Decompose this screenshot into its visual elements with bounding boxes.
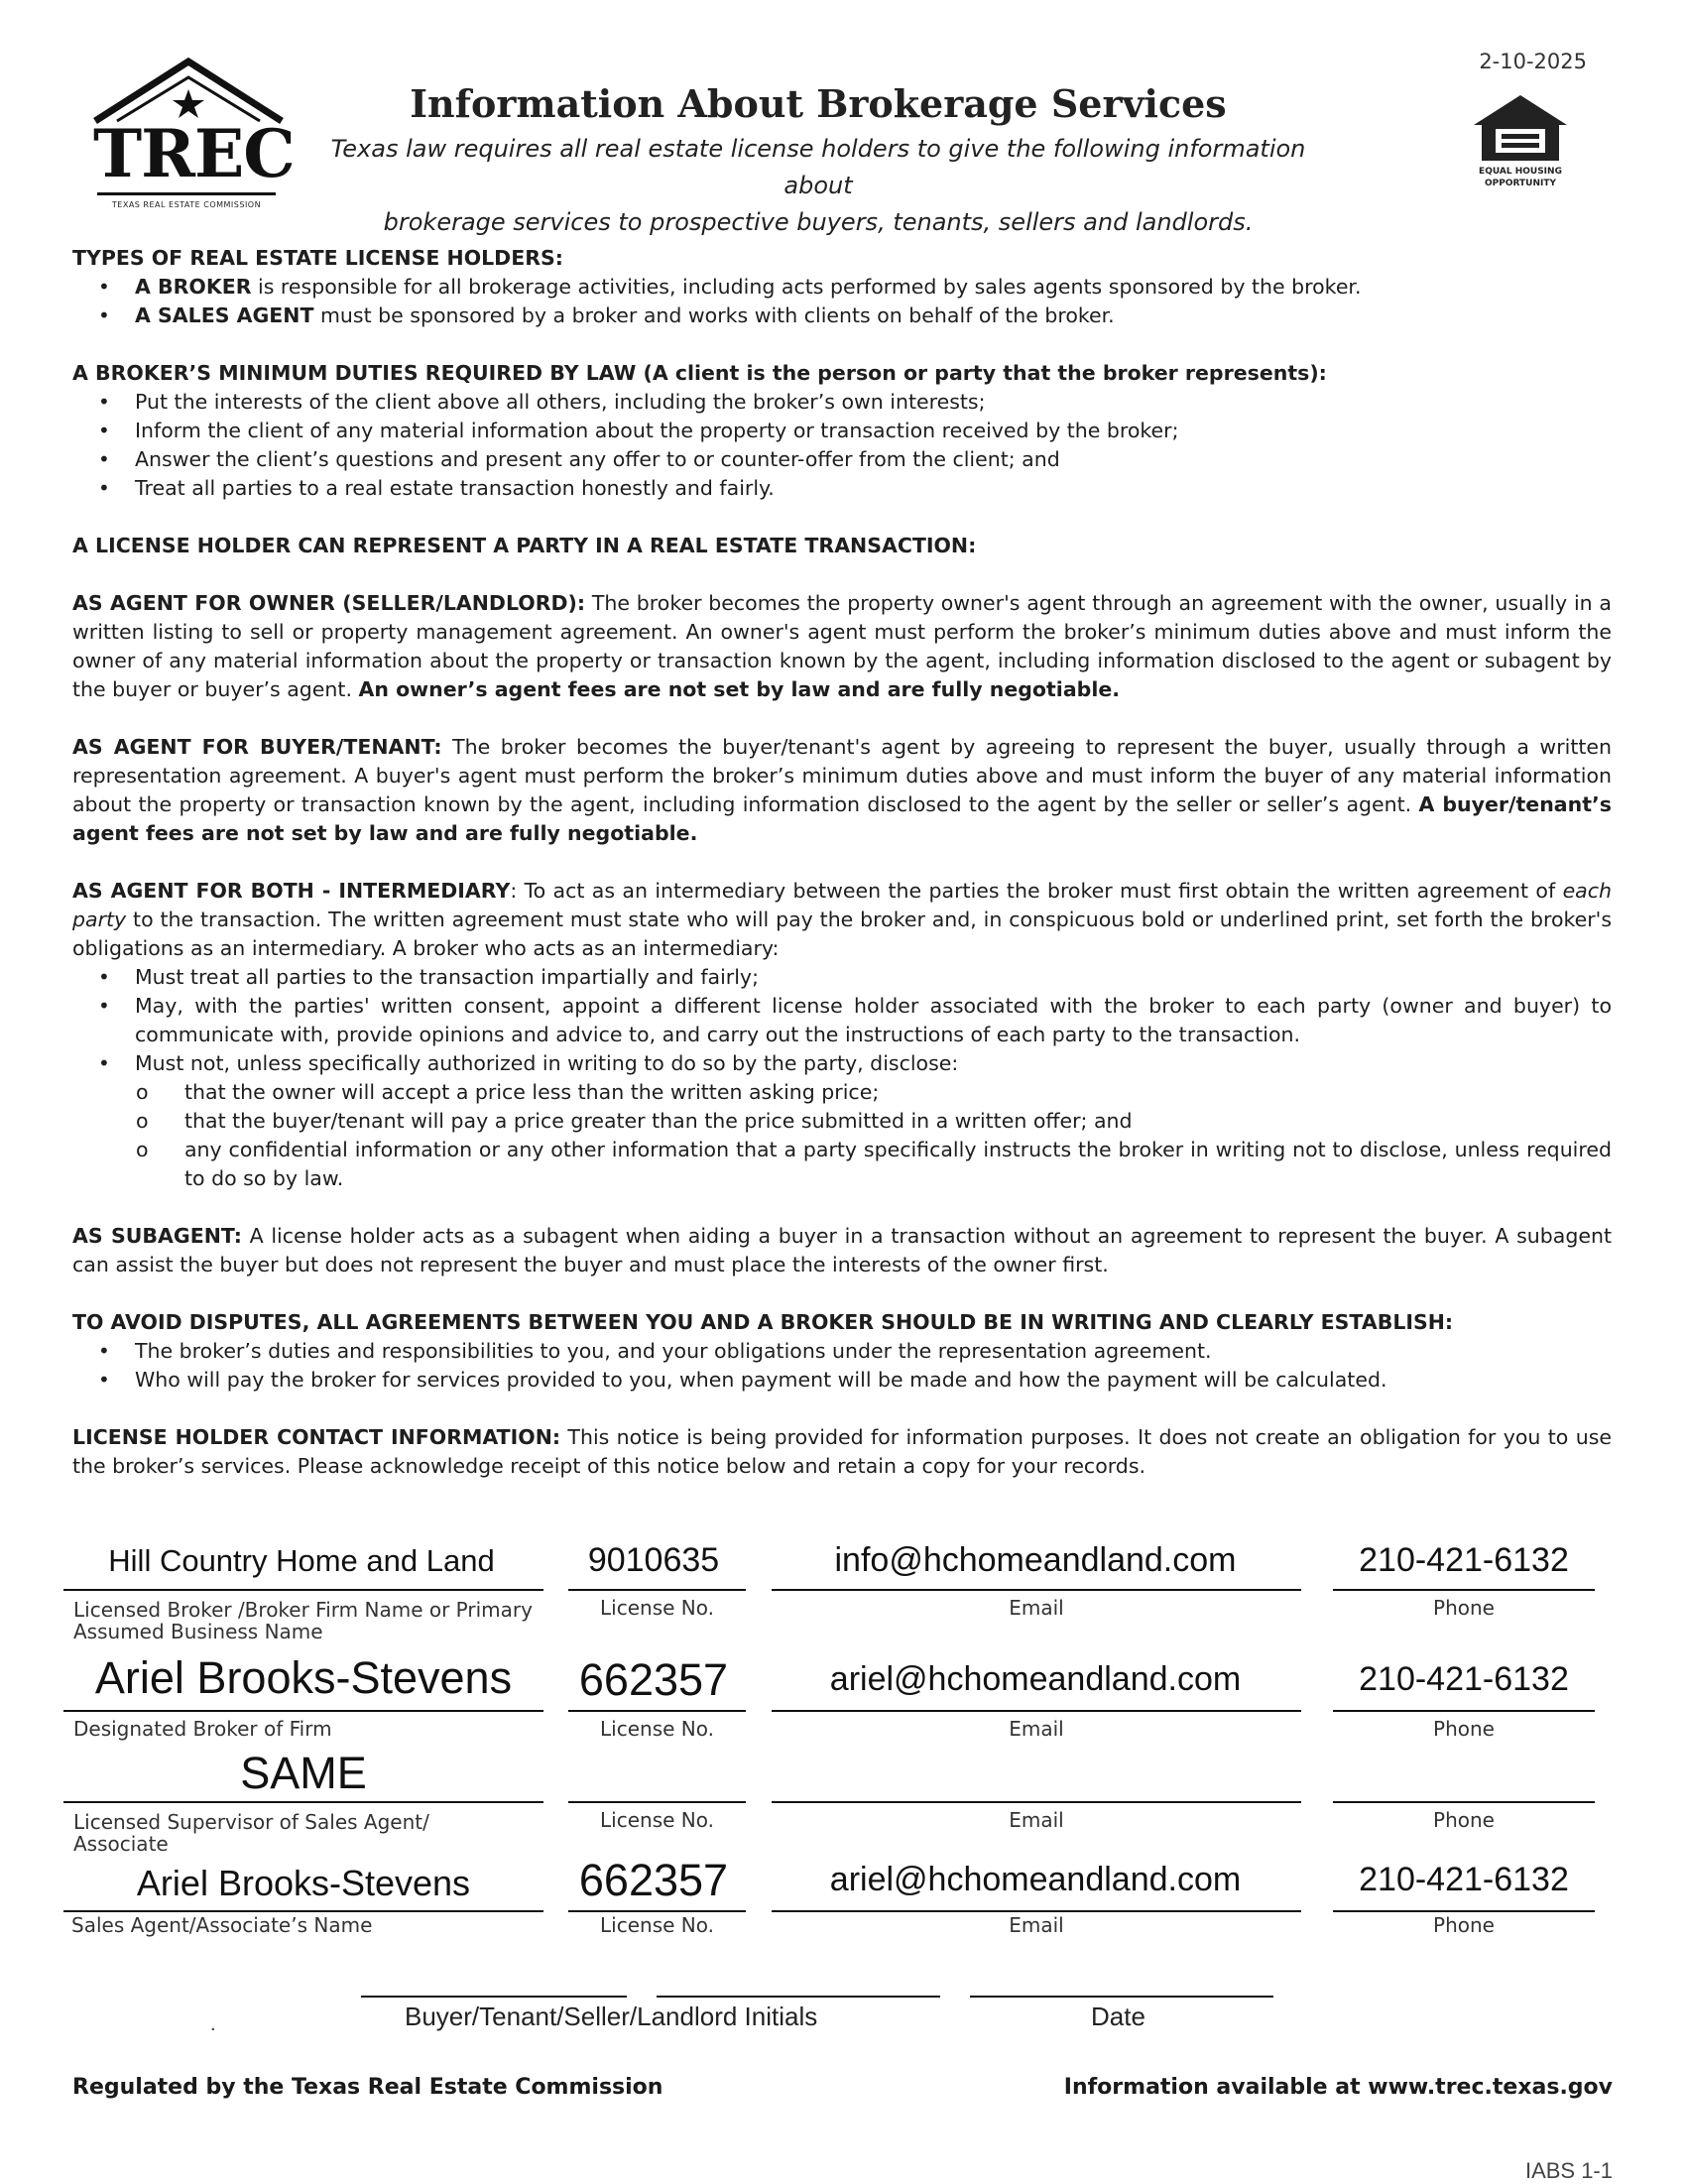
designated-broker-email: ariel@hchomeandland.com [829, 1660, 1242, 1698]
logo-rule [97, 192, 276, 195]
logo-subtext: TEXAS REAL ESTATE COMMISSION [111, 200, 262, 209]
footer-website: Information available at www.trec.texas.gov [1063, 2075, 1613, 2100]
initials-label: Buyer/Tenant/Seller/Landlord Initials [405, 2002, 818, 2031]
supervisor-license-line [568, 1801, 746, 1803]
sub-marker: o [136, 1109, 149, 1133]
sales-agent-line [63, 1910, 543, 1912]
sales-agent-email: ariel@hchomeandland.com [829, 1861, 1242, 1898]
supervisor-name: SAME [240, 1748, 367, 1798]
supervisor-caption: Licensed Supervisor of Sales Agent/ Associate [73, 1810, 429, 1856]
broker-license-line [568, 1589, 746, 1591]
contact-heading: LICENSE HOLDER CONTACT INFORMATION: [72, 1425, 561, 1449]
phone-caption: Phone [1433, 1913, 1495, 1937]
owner-heading: AS AGENT FOR OWNER (SELLER/LANDLORD): [72, 591, 586, 615]
duties-item: • Treat all parties to a real estate transaction honestly and fairly. [72, 474, 1612, 503]
date-line[interactable] [970, 1996, 1273, 1998]
designated-broker-license: 662357 [578, 1654, 729, 1705]
sales-agent-license: 662357 [578, 1855, 729, 1905]
designated-broker-name: Ariel Brooks-Stevens [94, 1652, 513, 1703]
broker-firm-phone: 210-421-6132 [1359, 1541, 1569, 1579]
types-item-broker [72, 273, 1612, 302]
email-caption: Email [1009, 1596, 1064, 1620]
supervisor-phone-line [1333, 1801, 1595, 1803]
subagent-heading: AS SUBAGENT: [72, 1224, 242, 1248]
duties-item: • Answer the client’s questions and present any offer to or counter-offer from the client; and [72, 445, 1612, 474]
duties-item: • Put the interests of the client above all others, including the broker’s own interests; [72, 388, 1612, 417]
contact-text: This notice is being provided for information purposes. It does not create an obligation for you to use the broker’s services. Please acknowledge receipt of this notice below and retain a copy for your records. [72, 1425, 1612, 1478]
logo-wordmark: TREC [93, 115, 295, 192]
sales-agent-phone: 210-421-6132 [1359, 1861, 1569, 1898]
sub-marker: o [136, 1080, 149, 1104]
designated-broker-phone: 210-421-6132 [1359, 1660, 1569, 1698]
designated-email-line [772, 1710, 1301, 1712]
represent-heading: A LICENSE HOLDER CAN REPRESENT A PARTY IN A REAL ESTATE TRANSACTION: [72, 534, 977, 557]
license-caption: License No. [600, 1717, 714, 1741]
date-label: Date [1091, 2002, 1145, 2031]
intermediary-sub-item [72, 1078, 1612, 1107]
email-caption: Email [1009, 1913, 1064, 1937]
eho-text-1: EQUAL HOUSING [1479, 167, 1562, 177]
designated-broker-caption: Designated Broker of Firm [73, 1717, 332, 1741]
sales-license-line [568, 1910, 746, 1912]
email-caption: Email [1009, 1808, 1064, 1832]
types-item-text: must be sponsored by a broker and works with clients on behalf of the broker. [313, 303, 1115, 327]
initials-line-1[interactable] [361, 1996, 627, 1998]
intermediary-text-b: to the transaction. The written agreement must state who will pay the broker and, in conspicuous bold or underlined print, set forth the broker's obligations as an intermediary. A broker who acts as an intermediary: [72, 908, 1612, 960]
designated-license-line [568, 1710, 746, 1712]
sales-email-line [772, 1910, 1301, 1912]
broker-firm-email: info@hchomeandland.com [834, 1541, 1237, 1579]
subagent-paragraph [72, 1222, 1612, 1279]
eho-text-2: OPPORTUNITY [1484, 179, 1557, 188]
initials-line-2[interactable] [657, 1996, 940, 1998]
types-item-bold: A BROKER [135, 275, 252, 299]
intermediary-heading: AS AGENT FOR BOTH - INTERMEDIARY [72, 879, 511, 903]
intermediary-sub-item [72, 1107, 1612, 1136]
sub-item-text: that the owner will accept a price less than the written asking price; [184, 1080, 880, 1104]
owner-bold-end: An owner’s agent fees are not set by law and are fully negotiable. [358, 677, 1121, 701]
disputes-heading: TO AVOID DISPUTES, ALL AGREEMENTS BETWEEN YOU AND A BROKER SHOULD BE IN WRITING AND CLEARLY ESTABLISH: [72, 1310, 1454, 1334]
broker-firm-license: 9010635 [587, 1541, 720, 1579]
document-body [72, 244, 1612, 1481]
footer-regulated: Regulated by the Texas Real Estate Commission [72, 2075, 663, 2100]
broker-phone-line [1333, 1589, 1595, 1591]
license-caption: License No. [600, 1808, 714, 1832]
phone-caption: Phone [1433, 1808, 1495, 1832]
designated-broker-line [63, 1710, 543, 1712]
sales-agent-caption: Sales Agent/Associate’s Name [71, 1913, 373, 1937]
buyer-text: The broker becomes the buyer/tenant's agent by agreeing to represent the buyer, usually through a written representation agreement. A buyer's agent must perform the broker’s minimum duties above and must inform the buyer of any material information about the property or transaction known by the agent, including information disclosed to the agent by the seller or seller’s agent. [72, 735, 1612, 816]
intermediary-item: • May, with the parties' written consent, appoint a different license holder associated with the broker to each party (owner and buyer) to communicate with, provide opinions and advice to, and carry out the instructions of each party to the transaction. [72, 992, 1612, 1049]
supervisor-email-line [772, 1801, 1301, 1803]
buyer-bold-end: A buyer/tenant’s agent fees are not set by law and are fully negotiable. [72, 792, 1612, 845]
types-item-bold: A SALES AGENT [135, 303, 314, 327]
supervisor-line [63, 1801, 543, 1803]
phone-caption: Phone [1433, 1717, 1495, 1741]
intermediary-item: • Must not, unless specifically authorized in writing to do so by the party, disclose: [72, 1049, 1612, 1078]
types-heading: TYPES OF REAL ESTATE LICENSE HOLDERS: [72, 246, 563, 270]
intermediary-paragraph [72, 877, 1612, 963]
page-title: Information About Brokerage Services [410, 81, 1227, 126]
disputes-item: • The broker’s duties and responsibilities to you, and your obligations under the representation agreement. [72, 1337, 1612, 1366]
contact-paragraph [72, 1423, 1612, 1481]
duties-item: • Inform the client of any material information about the property or transaction received by the broker; [72, 417, 1612, 445]
types-item-sales-agent [72, 302, 1612, 330]
page-subtitle [298, 131, 1339, 241]
owner-text: The broker becomes the property owner's agent through an agreement with the owner, usually in a written listing to sell or property management agreement. An owner's agent must perform the broker’s minimum duties above and must inform the owner of any material information about the property or transaction known by the agent, including information disclosed to the agent or subagent by the buyer or buyer’s agent. [72, 591, 1612, 701]
duties-heading: A BROKER’S MINIMUM DUTIES REQUIRED BY LAW (A client is the person or party that the broker represents): [72, 361, 1327, 385]
broker-email-line [772, 1589, 1301, 1591]
types-item-text: is responsible for all brokerage activities, including acts performed by sales agents sponsored by the broker. [251, 275, 1362, 299]
broker-firm-caption: Licensed Broker /Broker Firm Name or Primary Assumed Business Name [73, 1598, 533, 1643]
subagent-text: A license holder acts as a subagent when aiding a buyer in a transaction without an agreement to represent the buyer. A subagent can assist the buyer but does not represent the buyer and must place the interests of the owner first. [72, 1224, 1613, 1276]
phone-caption: Phone [1433, 1596, 1495, 1620]
designated-phone-line [1333, 1710, 1595, 1712]
buyer-paragraph [72, 733, 1612, 848]
license-caption: License No. [600, 1596, 714, 1620]
intermediary-text-a: : To act as an intermediary between the parties the broker must first obtain the written agreement of [510, 879, 1563, 903]
broker-firm-line [63, 1589, 543, 1591]
buyer-heading: AS AGENT FOR BUYER/TENANT: [72, 735, 442, 759]
subtitle-line-1: Texas law requires all real estate license holders to give the following information about [330, 135, 1306, 199]
equal-housing-icon [1468, 91, 1573, 190]
disputes-item: • Who will pay the broker for services provided to you, when payment will be made and how the payment will be calculated. [72, 1366, 1612, 1395]
email-caption: Email [1009, 1717, 1064, 1741]
sub-item-text: that the buyer/tenant will pay a price greater than the price submitted in a written offer; and [184, 1109, 1133, 1133]
trec-logo [91, 56, 295, 214]
intermediary-italic: each party [72, 879, 1613, 931]
sales-agent-name: Ariel Brooks-Stevens [136, 1863, 471, 1903]
stray-dot: . [210, 2013, 216, 2035]
license-caption: License No. [600, 1913, 714, 1937]
intermediary-item: • Must treat all parties to the transaction impartially and fairly; [72, 963, 1612, 992]
broker-firm-name: Hill Country Home and Land [108, 1543, 495, 1578]
form-date: 2-10-2025 [1479, 50, 1587, 73]
sub-item-text: any confidential information or any other information that a party specifically instructs the broker in writing not to disclose, unless required to do so by law. [184, 1138, 1612, 1190]
sales-phone-line [1333, 1910, 1595, 1912]
sub-marker: o [136, 1138, 149, 1161]
subtitle-line-2: brokerage services to prospective buyers, tenants, sellers and landlords. [383, 208, 1254, 236]
form-id: IABS 1-1 [1524, 2158, 1613, 2183]
intermediary-sub-item [72, 1136, 1612, 1193]
owner-paragraph [72, 589, 1612, 704]
